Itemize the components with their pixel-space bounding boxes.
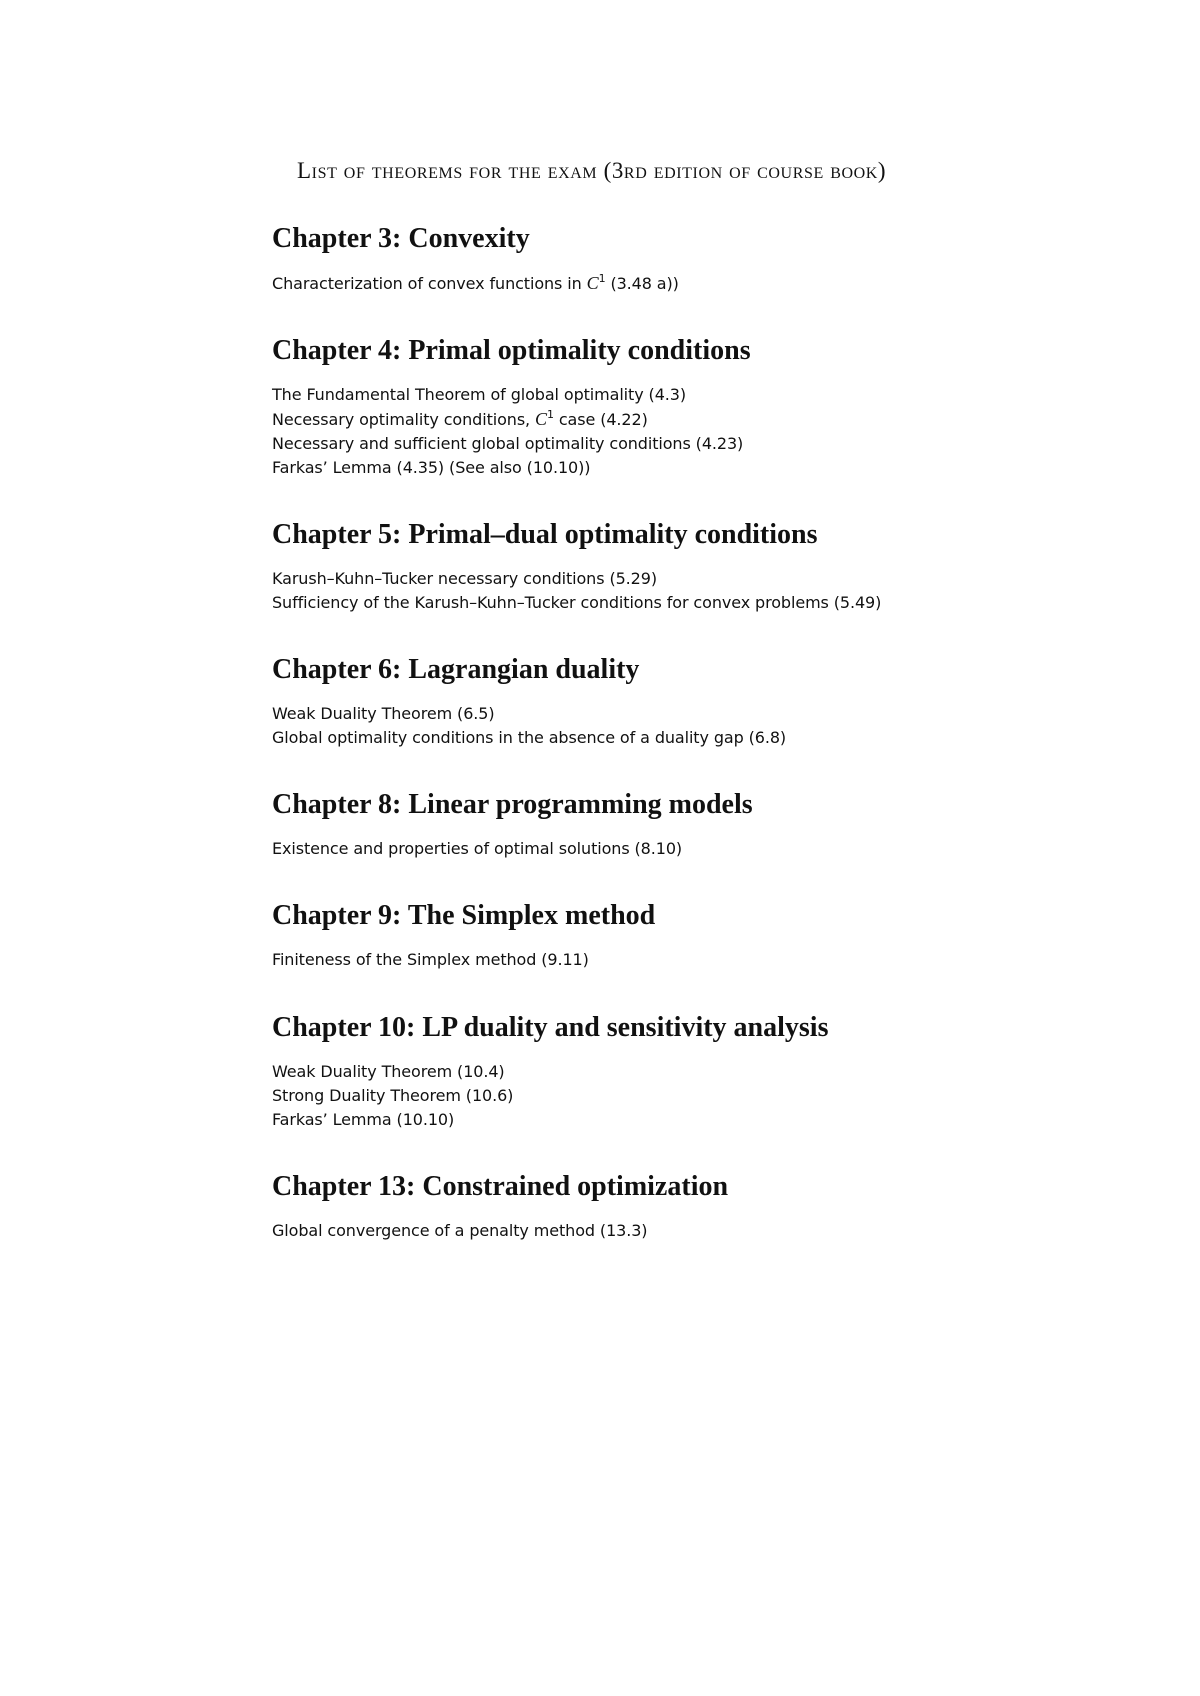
chapter-heading: Chapter 4: Primal optimality conditions: [272, 335, 751, 366]
theorem-list: [272, 702, 1172, 750]
theorem-text: case (4.22): [553, 410, 648, 429]
theorem-item: Weak Duality Theorem (6.5): [272, 704, 495, 723]
theorem-item: The Fundamental Theorem of global optimality (4.3): [272, 385, 686, 404]
chapter-9-section: [272, 900, 1172, 972]
chapter-3-section: [272, 223, 1172, 296]
theorem-item: [272, 271, 1172, 296]
theorem-list: [272, 271, 1172, 296]
theorem-text: (3.48 a)): [605, 274, 679, 293]
theorem-text: Necessary optimality conditions,: [272, 410, 536, 429]
math-superscript: 1: [546, 408, 554, 421]
theorem-item: Strong Duality Theorem (10.6): [272, 1086, 514, 1105]
theorem-item: Weak Duality Theorem (10.4): [272, 1062, 505, 1081]
theorem-item: Sufficiency of the Karush–Kuhn–Tucker conditions for convex problems (5.49): [272, 593, 882, 612]
chapter-heading: Chapter 10: LP duality and sensitivity analysis: [272, 1012, 829, 1043]
chapter-13-section: [272, 1171, 1172, 1243]
theorem-list: [272, 837, 1172, 861]
chapter-heading: Chapter 6: Lagrangian duality: [272, 654, 640, 685]
chapter-5-section: [272, 519, 1172, 615]
theorem-list: [272, 383, 1172, 480]
theorem-item: Necessary and sufficient global optimality conditions (4.23): [272, 434, 744, 453]
theorem-item: Farkas’ Lemma (10.10): [272, 1110, 455, 1129]
theorem-item: [272, 407, 1172, 432]
theorem-text: Characterization of convex functions in: [272, 274, 587, 293]
page-title: List of theorems for the exam (3rd edition of course book): [297, 158, 887, 183]
math-symbol: C: [586, 273, 599, 293]
chapter-heading: Chapter 3: Convexity: [272, 223, 530, 254]
theorem-list: [272, 567, 1172, 615]
theorem-item: Global optimality conditions in the absence of a duality gap (6.8): [272, 728, 787, 747]
chapter-heading: Chapter 13: Constrained optimization: [272, 1171, 729, 1202]
theorem-list: [272, 1060, 1172, 1132]
chapter-8-section: [272, 789, 1172, 861]
theorem-item: Finiteness of the Simplex method (9.11): [272, 950, 589, 969]
theorem-item: Existence and properties of optimal solutions (8.10): [272, 839, 683, 858]
theorem-item: Farkas’ Lemma (4.35) (See also (10.10)): [272, 458, 591, 477]
theorem-list: [272, 1219, 1172, 1243]
math-superscript: 1: [598, 272, 606, 285]
math-symbol: C: [535, 409, 547, 429]
chapter-10-section: [272, 1012, 1172, 1132]
chapter-heading: Chapter 5: Primal–dual optimality conditions: [272, 519, 818, 550]
theorem-list: [272, 948, 1172, 972]
theorem-item: Global convergence of a penalty method (13.3): [272, 1221, 648, 1240]
chapter-4-section: [272, 335, 1172, 480]
chapter-heading: Chapter 9: The Simplex method: [272, 900, 656, 931]
theorem-item: Karush–Kuhn–Tucker necessary conditions (5.29): [272, 569, 657, 588]
chapter-heading: Chapter 8: Linear programming models: [272, 789, 753, 820]
chapter-6-section: [272, 654, 1172, 750]
